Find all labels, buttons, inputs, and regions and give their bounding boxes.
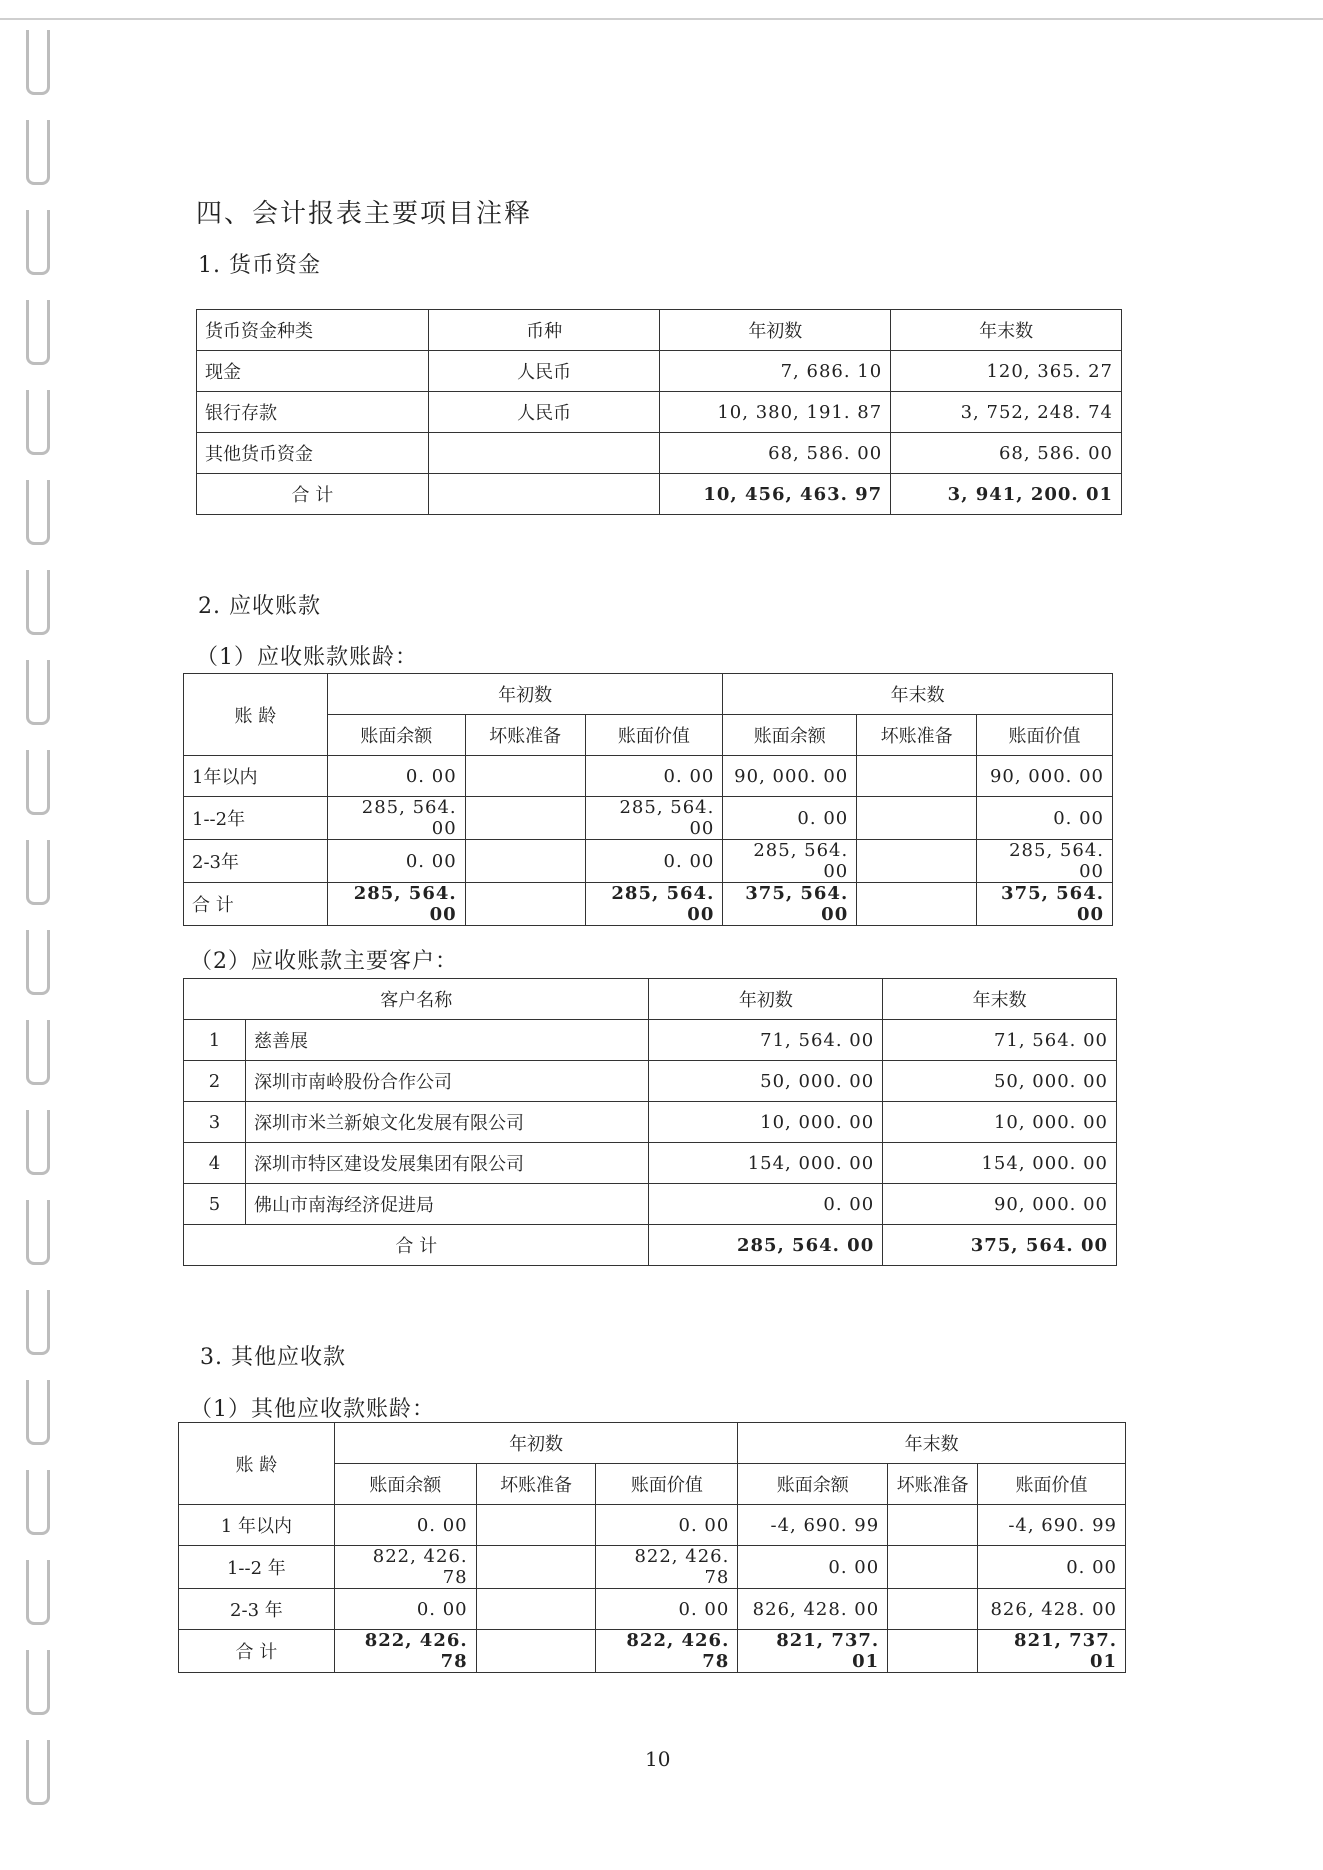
s3-cell-value: -4, 690. 99 xyxy=(738,1505,888,1546)
s2-cell-value: 0. 00 xyxy=(585,756,723,797)
s3-cell-value: 0. 00 xyxy=(596,1505,738,1546)
binder-ring xyxy=(26,300,50,365)
s1-cell-end: 3, 752, 248. 74 xyxy=(891,392,1122,433)
s3-total-label: 合 计 xyxy=(179,1630,335,1673)
s3-total-value: 822, 426. 78 xyxy=(334,1630,476,1673)
s2-customer-table xyxy=(183,978,1117,1266)
s2-group-end: 年末数 xyxy=(723,674,1113,715)
s3-total-value: 821, 737. 01 xyxy=(978,1630,1126,1673)
table-total-row xyxy=(179,1630,1126,1673)
table-row xyxy=(184,1020,1117,1061)
page-number: 10 xyxy=(645,1747,671,1771)
table-row xyxy=(184,1102,1117,1143)
s1-cell-name: 其他货币资金 xyxy=(197,433,429,474)
s2-cell-value: 90, 000. 00 xyxy=(723,756,857,797)
binder-ring xyxy=(26,1650,50,1715)
table-total-row xyxy=(184,1225,1117,1266)
table-row xyxy=(197,433,1122,474)
binder-ring xyxy=(26,120,50,185)
binder-ring xyxy=(26,390,50,455)
s2-cust-end: 50, 000. 00 xyxy=(883,1061,1117,1102)
s1-header-begin: 年初数 xyxy=(660,310,891,351)
s3-total-value: 822, 426. 78 xyxy=(596,1630,738,1673)
s3-total-value: 821, 737. 01 xyxy=(738,1630,888,1673)
s2-subheader: 账面价值 xyxy=(977,715,1113,756)
table-row xyxy=(184,1184,1117,1225)
s2-cust-end: 10, 000. 00 xyxy=(883,1102,1117,1143)
s3-cell-age: 2-3 年 xyxy=(179,1589,335,1630)
s1-cell-begin: 7, 686. 10 xyxy=(660,351,891,392)
table-total-row xyxy=(197,474,1122,515)
s1-title: 1. 货币资金 xyxy=(198,253,321,278)
s2-cust-name: 慈善展 xyxy=(245,1020,649,1061)
s2-cust-end: 90, 000. 00 xyxy=(883,1184,1117,1225)
s2-cust-begin: 0. 00 xyxy=(649,1184,883,1225)
s3-cell-value xyxy=(476,1546,596,1589)
s3-group-begin: 年初数 xyxy=(334,1423,738,1464)
s2-total-label: 合 计 xyxy=(184,883,328,926)
s2-cust-no: 4 xyxy=(184,1143,246,1184)
s1-header-type: 货币资金种类 xyxy=(197,310,429,351)
s2-cell-value xyxy=(857,797,977,840)
binder-ring xyxy=(26,750,50,815)
s2-total-value: 285, 564. 00 xyxy=(585,883,723,926)
s1-total-currency xyxy=(428,474,660,515)
s2-cell-value: 90, 000. 00 xyxy=(977,756,1113,797)
s3-cell-value xyxy=(888,1505,978,1546)
s2-cust-name: 深圳市米兰新娘文化发展有限公司 xyxy=(245,1102,649,1143)
s2-cell-value xyxy=(465,840,585,883)
binder-ring xyxy=(26,1200,50,1265)
binder-ring xyxy=(26,480,50,545)
s2-cust-total-begin: 285, 564. 00 xyxy=(649,1225,883,1266)
s3-subheader: 账面余额 xyxy=(738,1464,888,1505)
s3-sub1: （1）其他应收款账龄： xyxy=(190,1397,435,1422)
s3-cell-value: 0. 00 xyxy=(978,1546,1126,1589)
s2-cust-header-end: 年末数 xyxy=(883,979,1117,1020)
s3-cell-value: -4, 690. 99 xyxy=(978,1505,1126,1546)
s2-cell-value: 0. 00 xyxy=(327,840,465,883)
s3-cell-value: 0. 00 xyxy=(334,1505,476,1546)
s2-cust-header-begin: 年初数 xyxy=(649,979,883,1020)
s2-subheader: 坏账准备 xyxy=(857,715,977,756)
s1-cell-begin: 10, 380, 191. 87 xyxy=(660,392,891,433)
s2-cust-no: 2 xyxy=(184,1061,246,1102)
s2-group-begin: 年初数 xyxy=(327,674,723,715)
s3-subheader: 坏账准备 xyxy=(476,1464,596,1505)
s2-cust-no: 1 xyxy=(184,1020,246,1061)
binder-ring xyxy=(26,570,50,635)
s3-cell-value: 826, 428. 00 xyxy=(978,1589,1126,1630)
binder-ring xyxy=(26,210,50,275)
s1-header-end: 年末数 xyxy=(891,310,1122,351)
binder-ring xyxy=(26,1560,50,1625)
s1-total-begin: 10, 456, 463. 97 xyxy=(660,474,891,515)
binder-ring xyxy=(26,840,50,905)
s2-cell-value: 0. 00 xyxy=(977,797,1113,840)
table-total-row xyxy=(184,883,1113,926)
s2-cell-value: 285, 564. 00 xyxy=(977,840,1113,883)
s2-aging-table xyxy=(183,673,1113,926)
table-row xyxy=(184,1061,1117,1102)
table-row xyxy=(184,797,1113,840)
s3-total-value xyxy=(888,1630,978,1673)
table-row xyxy=(179,1546,1126,1589)
s3-cell-value: 0. 00 xyxy=(334,1589,476,1630)
s2-cust-total-label: 合 计 xyxy=(184,1225,649,1266)
binder-holes xyxy=(26,30,52,1860)
s2-cust-end: 154, 000. 00 xyxy=(883,1143,1117,1184)
binder-ring xyxy=(26,660,50,725)
s3-cell-value: 822, 426. 78 xyxy=(596,1546,738,1589)
binder-ring xyxy=(26,1380,50,1445)
s2-cell-value xyxy=(857,840,977,883)
s2-cust-name: 深圳市南岭股份合作公司 xyxy=(245,1061,649,1102)
s2-subheader: 账面余额 xyxy=(327,715,465,756)
binder-ring xyxy=(26,30,50,95)
s3-age-header: 账 龄 xyxy=(179,1423,335,1505)
s2-total-value: 375, 564. 00 xyxy=(977,883,1113,926)
s1-cell-name: 现金 xyxy=(197,351,429,392)
table-row xyxy=(179,1589,1126,1630)
s1-table xyxy=(196,309,1122,515)
s3-aging-table xyxy=(178,1422,1126,1673)
s2-cell-value xyxy=(465,797,585,840)
s3-subheader: 账面余额 xyxy=(334,1464,476,1505)
s3-subheader: 账面价值 xyxy=(596,1464,738,1505)
s1-cell-currency xyxy=(428,433,660,474)
s1-cell-name: 银行存款 xyxy=(197,392,429,433)
s2-cust-name: 深圳市特区建设发展集团有限公司 xyxy=(245,1143,649,1184)
s2-cust-begin: 71, 564. 00 xyxy=(649,1020,883,1061)
binder-ring xyxy=(26,1740,50,1805)
binder-ring xyxy=(26,930,50,995)
s2-subheader: 账面价值 xyxy=(585,715,723,756)
s3-cell-age: 1 年以内 xyxy=(179,1505,335,1546)
s1-cell-end: 120, 365. 27 xyxy=(891,351,1122,392)
s3-cell-value: 822, 426. 78 xyxy=(334,1546,476,1589)
s2-title: 2. 应收账款 xyxy=(198,594,321,619)
binder-ring xyxy=(26,1470,50,1535)
s3-total-value xyxy=(476,1630,596,1673)
binder-ring xyxy=(26,1290,50,1355)
s2-cell-value xyxy=(857,756,977,797)
s1-cell-begin: 68, 586. 00 xyxy=(660,433,891,474)
s1-cell-currency: 人民币 xyxy=(428,351,660,392)
table-row xyxy=(184,756,1113,797)
s2-cell-value: 0. 00 xyxy=(585,840,723,883)
s3-cell-value xyxy=(888,1546,978,1589)
s2-cell-age: 1年以内 xyxy=(184,756,328,797)
s2-age-header: 账 龄 xyxy=(184,674,328,756)
s2-cell-age: 1--2年 xyxy=(184,797,328,840)
section-title: 四、会计报表主要项目注释 xyxy=(196,199,533,229)
s2-cust-begin: 10, 000. 00 xyxy=(649,1102,883,1143)
s2-total-value: 375, 564. 00 xyxy=(723,883,857,926)
s3-cell-value xyxy=(476,1505,596,1546)
table-row xyxy=(184,1143,1117,1184)
s2-cell-value xyxy=(465,756,585,797)
s3-cell-value: 0. 00 xyxy=(738,1546,888,1589)
s3-cell-age: 1--2 年 xyxy=(179,1546,335,1589)
s2-cust-no: 5 xyxy=(184,1184,246,1225)
s2-sub1: （1）应收账款账龄： xyxy=(196,645,418,670)
s3-subheader: 坏账准备 xyxy=(888,1464,978,1505)
table-row xyxy=(179,1505,1126,1546)
s2-cust-begin: 154, 000. 00 xyxy=(649,1143,883,1184)
s2-cust-end: 71, 564. 00 xyxy=(883,1020,1117,1061)
s3-cell-value: 0. 00 xyxy=(596,1589,738,1630)
table-row xyxy=(184,840,1113,883)
binder-ring xyxy=(26,1020,50,1085)
s3-title: 3. 其他应收款 xyxy=(200,1345,346,1370)
s3-group-end: 年末数 xyxy=(738,1423,1126,1464)
s1-cell-end: 68, 586. 00 xyxy=(891,433,1122,474)
s2-cust-no: 3 xyxy=(184,1102,246,1143)
s3-cell-value: 826, 428. 00 xyxy=(738,1589,888,1630)
s3-subheader: 账面价值 xyxy=(978,1464,1126,1505)
s2-cell-age: 2-3年 xyxy=(184,840,328,883)
s2-sub2: （2）应收账款主要客户： xyxy=(190,949,458,974)
page-top-rule xyxy=(0,18,1323,20)
s1-total-end: 3, 941, 200. 01 xyxy=(891,474,1122,515)
s2-cell-value: 285, 564. 00 xyxy=(723,840,857,883)
table-row xyxy=(197,351,1122,392)
s2-cell-value: 285, 564. 00 xyxy=(327,797,465,840)
s1-total-label: 合 计 xyxy=(197,474,429,515)
s2-cust-total-end: 375, 564. 00 xyxy=(883,1225,1117,1266)
s2-cust-name: 佛山市南海经济促进局 xyxy=(245,1184,649,1225)
s2-total-value xyxy=(857,883,977,926)
table-row xyxy=(197,392,1122,433)
s1-cell-currency: 人民币 xyxy=(428,392,660,433)
s2-total-value xyxy=(465,883,585,926)
s2-total-value: 285, 564. 00 xyxy=(327,883,465,926)
s2-cell-value: 0. 00 xyxy=(723,797,857,840)
s2-cust-begin: 50, 000. 00 xyxy=(649,1061,883,1102)
s3-cell-value xyxy=(888,1589,978,1630)
s2-cell-value: 0. 00 xyxy=(327,756,465,797)
binder-ring xyxy=(26,1110,50,1175)
s2-cell-value: 285, 564. 00 xyxy=(585,797,723,840)
s3-cell-value xyxy=(476,1589,596,1630)
s1-header-currency: 币种 xyxy=(428,310,660,351)
s2-subheader: 账面余额 xyxy=(723,715,857,756)
s2-subheader: 坏账准备 xyxy=(465,715,585,756)
s2-cust-header-name: 客户名称 xyxy=(184,979,649,1020)
